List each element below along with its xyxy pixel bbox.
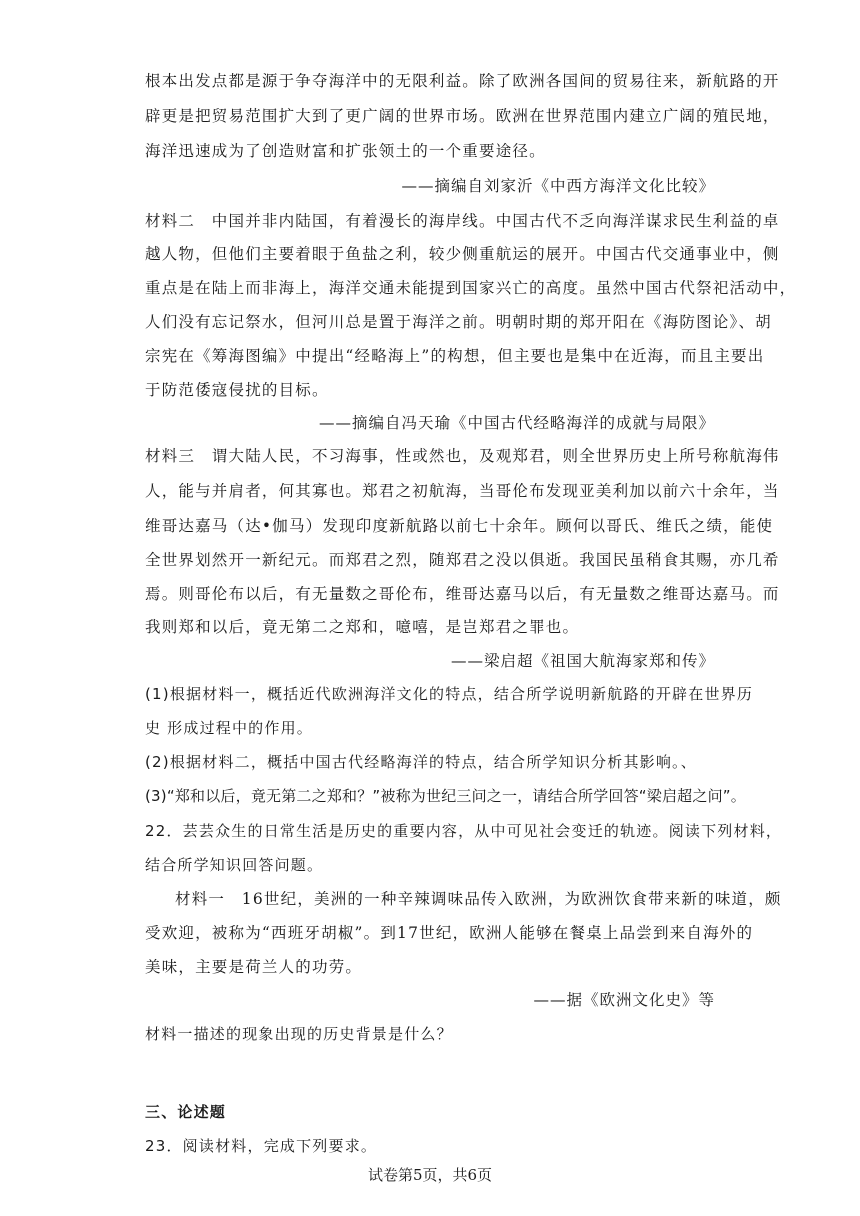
page-footer: 试卷第5页，共6页 [367,1166,493,1184]
question-22-cont: 结合所学知识回答问题。 [145,856,324,874]
text-line: 维哥达嘉马（达•伽马）发现印度新航路以前七十余年。顾何以哥氏、维氏之绩，能使 [145,517,774,535]
text-line: 重点是在陆上而非海上，海洋交通未能提到国家兴亡的高度。虽然中国古代祭祀活动中， [145,279,797,297]
text-line: 材料一 16世纪，美洲的一种辛辣调味品传入欧洲，为欧洲饮食带来新的味道，颇 [175,890,782,908]
section-heading: 三、论述题 [145,1103,227,1121]
text-line: 海洋迅速成为了创造财富和扩张领土的一个重要途径。 [145,142,546,160]
text-line: 全世界划然开一新纪元。而郑君之烈，随郑君之没以俱逝。我国民虽稍食其赐，亦几希 [145,551,780,569]
text-line: 越人物，但他们主要着眼于鱼盐之利，较少侧重航运的展开。中国古代交通事业中，侧 [145,245,780,263]
question-2: (2)根据材料二，概括中国古代经略海洋的特点，结合所学知识分析其影响。、 [145,753,697,771]
text-line: 根本出发点都是源于争夺海洋中的无限利益。除了欧洲各国间的贸易往来，新航路的开 [145,72,780,90]
question-1-cont: 史 形成过程中的作用。 [145,719,313,737]
question-1: (1)根据材料一，概括近代欧洲海洋文化的特点，结合所学说明新航路的开辟在世界历 [145,685,754,703]
source-citation: ——摘编自冯天瑜《中国古代经略海洋的成就与局限》 [318,414,715,432]
text-line: 辟更是把贸易范围扩大到了更广阔的世界市场。欧洲在世界范围内建立广阔的殖民地， [145,107,780,125]
text-line: 材料三 谓大陆人民，不习海事，性或然也，及观郑君，则全世界历史上所号称航海伟 [145,447,780,465]
question-23: 23．阅读材料，完成下列要求。 [145,1137,378,1155]
text-line: 焉。则哥伦布以后，有无量数之哥伦布，维哥达嘉马以后，有无量数之维哥达嘉马。而 [145,585,780,603]
text-line: 材料二 中国并非内陆国，有着漫长的海岸线。中国古代不乏向海洋谋求民生利益的卓 [145,212,780,230]
text-line: 于防范倭寇侵扰的目标。 [145,381,329,399]
text-line: 人，能与并肩者，何其寡也。郑君之初航海，当哥伦布发现亚美利加以前六十余年，当 [145,482,780,500]
source-citation: ——摘编自刘家沂《中西方海洋文化比较》 [401,177,715,195]
text-line: 受欢迎，被称为“西班牙胡椒”。到17世纪，欧洲人能够在餐桌上品尝到来自海外的 [145,924,754,942]
text-line: 人们没有忘记祭水，但河川总是置于海洋之前。明朝时期的郑开阳在《海防图论》、胡 [145,313,772,331]
text-line: 宗宪在《筹海图编》中提出“经略海上”的构想，但主要也是集中在近海，而且主要出 [145,347,765,365]
question-3: (3)“郑和以后，竟无第二之郑和？”被称为世纪三问之一，请结合所学回答“梁启超之问”。 [145,787,746,805]
source-citation: ——据《欧洲文化史》等 [533,991,715,1009]
question-22: 22．芸芸众生的日常生活是历史的重要内容，从中可见社会变迁的轨迹。阅读下列材料， [145,822,783,840]
text-line: 我则郑和以后，竟无第二之郑和，噫嘻，是岂郑君之罪也。 [145,618,580,636]
source-citation: ——梁启超《祖国大航海家郑和传》 [450,652,715,670]
question-prompt: 材料一描述的现象出现的历史背景是什么？ [145,1025,453,1043]
text-line: 美味，主要是荷兰人的功劳。 [145,958,363,976]
